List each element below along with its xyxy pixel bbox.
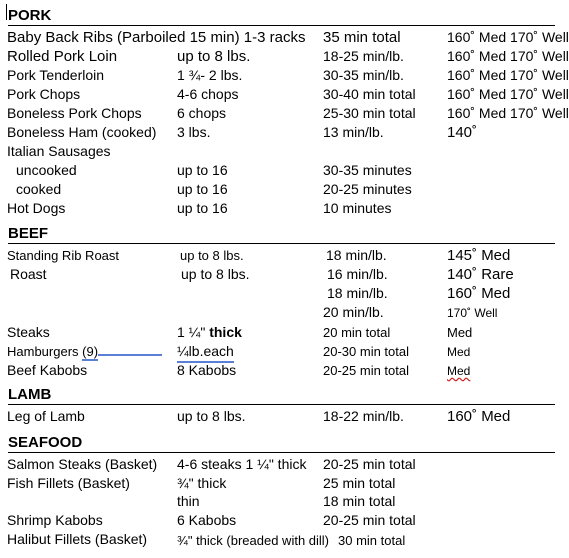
amount-value: 1 ¼" bbox=[177, 324, 206, 340]
amount: 8 Kabobs bbox=[177, 362, 237, 378]
item-name: Boneless Pork Chops bbox=[7, 105, 142, 121]
item-name: Pork Tenderloin bbox=[7, 67, 105, 83]
temperature: 160˚ Med 170˚ Well bbox=[447, 67, 569, 83]
amount: up to 16 bbox=[177, 200, 228, 216]
temperature: Med bbox=[447, 325, 473, 340]
cook-time: 20 min/lb. bbox=[323, 304, 384, 320]
temperature: 170˚ Well bbox=[447, 306, 498, 320]
section-divider bbox=[8, 404, 555, 405]
cook-time: 30-40 min total bbox=[323, 86, 416, 102]
cook-time: 16 min/lb. bbox=[327, 266, 388, 282]
cook-time: 30-35 min/lb. bbox=[323, 67, 404, 83]
section-header-beef bbox=[0, 224, 569, 244]
cook-time: 30 min total bbox=[338, 533, 406, 548]
amount-bold-suffix: thick bbox=[205, 324, 242, 340]
cook-time: 20-25 min total bbox=[323, 456, 416, 472]
cook-time: 18 min total bbox=[323, 493, 396, 509]
temperature: 160˚ Med 170˚ Well bbox=[447, 105, 569, 121]
item-name: Leg of Lamb bbox=[7, 408, 85, 424]
amount: up to 8 lbs. bbox=[177, 48, 251, 65]
temperature: 140˚ bbox=[447, 124, 478, 141]
amount: up to 16 bbox=[177, 162, 228, 178]
item-name-text: Hamburgers bbox=[7, 344, 79, 359]
temperature: 160˚ Med bbox=[447, 285, 511, 302]
cook-time: 20 min total bbox=[323, 325, 391, 340]
cook-time: 20-25 min total bbox=[323, 363, 409, 378]
amount: up to 8 lbs. bbox=[180, 248, 244, 263]
amount: up to 8 lbs. bbox=[177, 408, 246, 424]
item-note: (9) bbox=[82, 344, 99, 359]
amount: ¾" thick (breaded with dill) bbox=[177, 533, 330, 548]
section-title: LAMB bbox=[8, 386, 52, 403]
temperature: Med bbox=[447, 364, 471, 378]
item-name: Shrimp Kabobs bbox=[7, 512, 103, 528]
section-title: SEAFOOD bbox=[8, 434, 83, 451]
temperature: Med bbox=[447, 345, 471, 359]
temperature: 160˚ Med 170˚ Well bbox=[447, 86, 569, 102]
section-title: BEEF bbox=[8, 225, 49, 242]
section-header-lamb bbox=[0, 385, 569, 405]
item-name: Fish Fillets (Basket) bbox=[7, 475, 130, 491]
amount: 4-6 steaks 1 ¼" thick bbox=[177, 456, 307, 472]
item-name: Italian Sausages bbox=[7, 143, 111, 159]
amount: 4-6 chops bbox=[177, 86, 239, 102]
item-name: Baby Back Ribs (Parboiled 15 min) 1-3 racks bbox=[7, 29, 306, 46]
amount: 6 chops bbox=[177, 105, 227, 121]
item-name: Salmon Steaks (Basket) bbox=[7, 456, 158, 472]
temperature: 145˚ Med bbox=[447, 247, 511, 264]
cook-time: 10 minutes bbox=[323, 200, 392, 216]
amount: ¼lb.each bbox=[177, 342, 234, 363]
cook-time: 20-25 minutes bbox=[323, 181, 412, 197]
item-name: Pork Chops bbox=[7, 86, 81, 102]
cook-time: 18 min/lb. bbox=[327, 285, 388, 301]
amount: 6 Kabobs bbox=[177, 512, 237, 528]
temperature: 160˚ Med bbox=[447, 408, 511, 425]
section-divider bbox=[8, 243, 555, 244]
cook-time: 18-25 min/lb. bbox=[323, 48, 404, 64]
temperature: 140˚ Rare bbox=[447, 266, 514, 283]
amount: 3 lbs. bbox=[177, 124, 211, 140]
cook-time: 25 min total bbox=[323, 475, 396, 491]
amount: ¾" thick bbox=[177, 475, 227, 491]
item-name: uncooked bbox=[16, 162, 77, 178]
item-name: Boneless Ham (cooked) bbox=[7, 124, 157, 140]
item-name: Roast bbox=[10, 266, 47, 282]
cook-time: 18-22 min/lb. bbox=[323, 408, 404, 424]
amount: up to 16 bbox=[177, 181, 228, 197]
amount: 1 ¾- 2 lbs. bbox=[177, 67, 243, 83]
amount: thin bbox=[177, 493, 200, 509]
item-name: Beef Kabobs bbox=[7, 362, 88, 378]
cook-time: 20-30 min total bbox=[323, 344, 409, 359]
item-name: Halibut Fillets (Basket) bbox=[7, 531, 148, 547]
section-divider bbox=[8, 452, 555, 453]
section-divider bbox=[8, 25, 555, 26]
cook-time: 30-35 minutes bbox=[323, 162, 412, 178]
item-name: Rolled Pork Loin bbox=[7, 48, 118, 65]
cook-time: 25-30 min total bbox=[323, 105, 416, 121]
section-header-pork bbox=[0, 6, 569, 26]
item-name: cooked bbox=[16, 181, 62, 197]
item-name: Standing Rib Roast bbox=[7, 248, 120, 263]
item-name: Hot Dogs bbox=[7, 200, 66, 216]
temperature: 160˚ Med 170˚ Well bbox=[447, 29, 569, 45]
amount bbox=[177, 323, 242, 342]
section-header-seafood bbox=[0, 433, 569, 453]
temperature: 160˚ Med 170˚ Well bbox=[447, 48, 569, 64]
link-underline bbox=[98, 354, 162, 356]
amount: up to 8 lbs. bbox=[181, 266, 250, 282]
section-title: PORK bbox=[8, 7, 52, 24]
item-name: Steaks bbox=[7, 324, 50, 340]
cook-time: 13 min/lb. bbox=[323, 124, 384, 140]
cook-time: 20-25 min total bbox=[323, 512, 416, 528]
item-name bbox=[7, 342, 162, 361]
cook-time: 35 min total bbox=[323, 29, 401, 46]
cook-time: 18 min/lb. bbox=[326, 247, 387, 263]
